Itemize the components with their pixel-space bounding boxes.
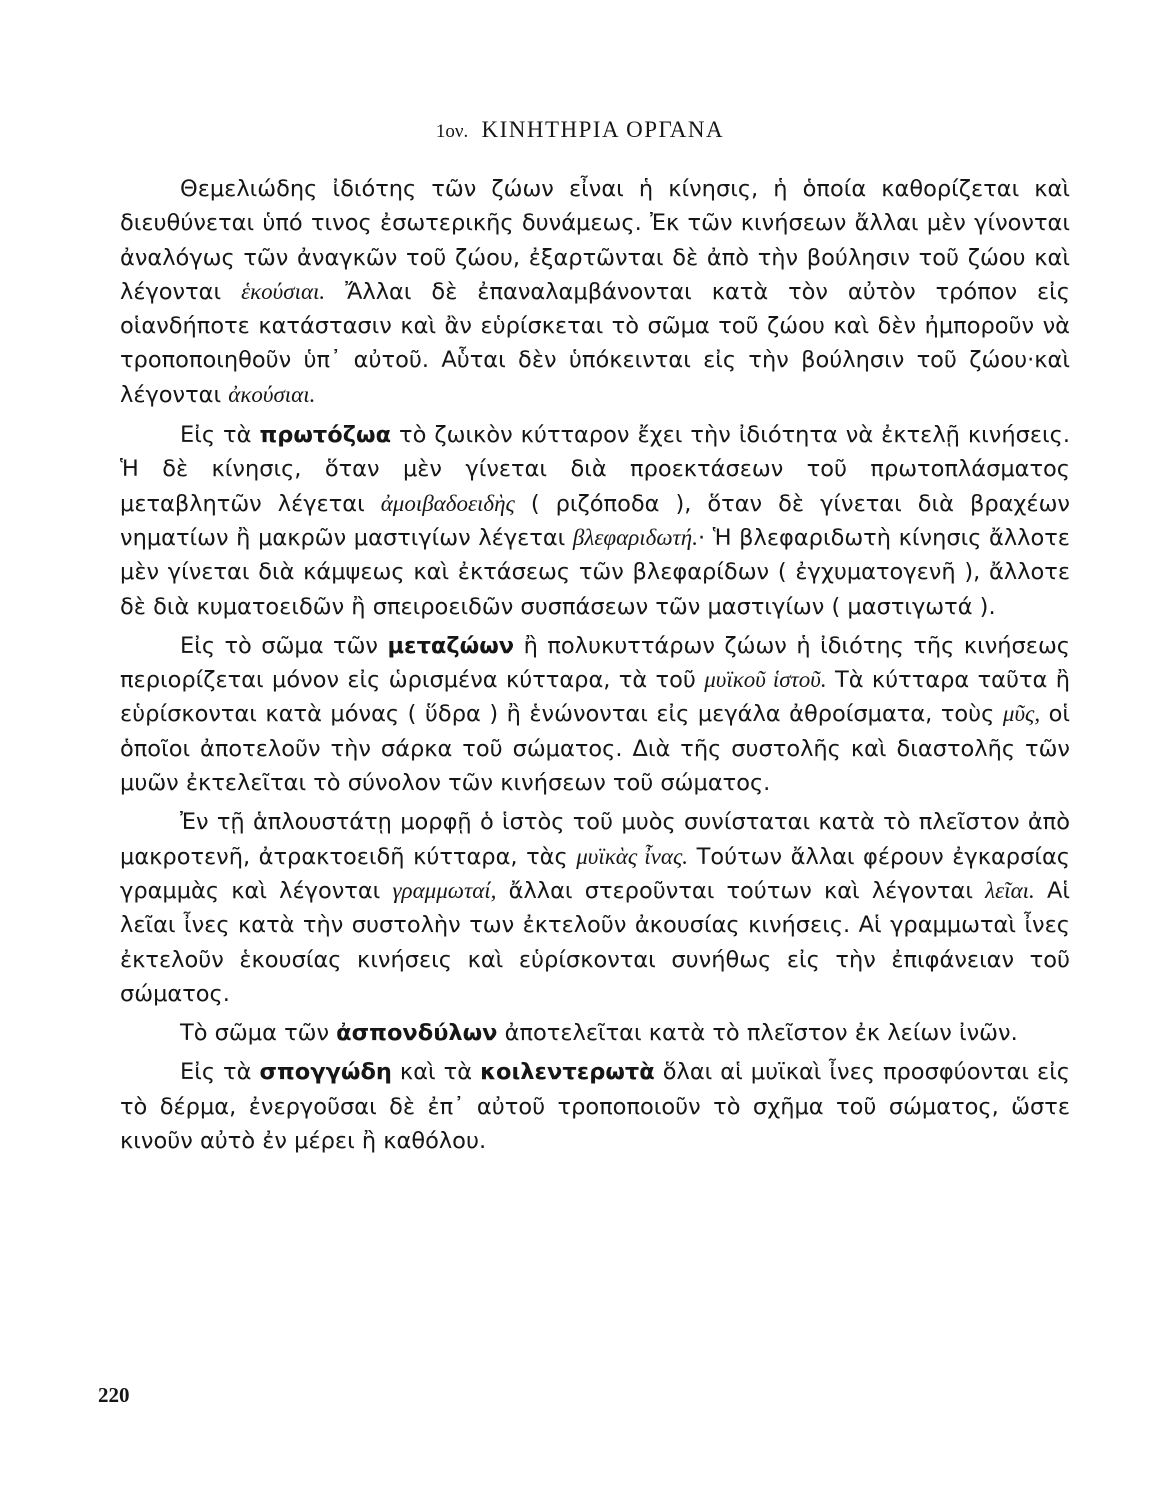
- term-ciliary: βλεφαριδωτή.: [572, 524, 698, 550]
- term-muscle-tissue: μυϊκοῦ ἱστοῦ.: [704, 667, 827, 693]
- term-invertebrates: ἀσπονδύλων: [336, 1020, 498, 1047]
- body-text: [120, 172, 1070, 1158]
- term-protozoa: πρωτόζωα: [259, 422, 392, 449]
- paragraph-sponges: Εἰς τὰ σπογγώδη καὶ τὰ κοιλεντερωτὰ ὅλαι αἱ μυϊκαὶ ἶνες προσφύονται εἰς τὸ δέρμα, ἐνεργοῦσαι δὲ ἐπ᾽ αὐτοῦ τροποποιοῦν τὸ σχῆμα τοῦ σώματος, ὥστε κινοῦν αὐτὸ ἐν μέρει ἢ καθόλου.: [120, 1059, 1071, 1155]
- paragraph-muscle-fibers: Ἐν τῇ ἁπλουστάτῃ μορφῇ ὁ ἱστὸς τοῦ μυὸς συνίσταται κατὰ τὸ πλεῖστον ἀπὸ μακροτενῆ, ἀτρακτοειδῆ κύτταρα, τὰς μυϊκὰς ἶνας. Τούτων ἄλλαι φέρουν ἐγκαρσίας γραμμὰς καὶ λέγονται γραμμωταί, ἄλλαι στεροῦνται τούτων καὶ λέγονται λεῖαι. Αἱ λεῖαι ἶνες κατὰ τὴν συστολὴν των ἐκτελοῦν ἀκουσίας κινήσεις. Αἱ γραμμωταὶ ἶνες ἐκτελοῦν ἑκουσίας κινήσεις καὶ εὑρίσκονται συνήθως εἰς τὴν ἐπιφάνειαν τοῦ σώματος.: [120, 809, 1070, 1007]
- term-muscle-fibers: μυϊκὰς ἶνας.: [576, 843, 689, 869]
- term-smooth: λεῖαι.: [985, 877, 1035, 903]
- term-involuntary: ἀκούσιαι.: [228, 381, 316, 407]
- page-number: 220: [98, 1383, 130, 1407]
- chapter-heading: [0, 117, 1160, 143]
- paragraph-motion: Θεμελιώδης ἰδιότης τῶν ζώων εἶναι ἡ κίνησις, ἡ ὁποία καθορίζεται καὶ διευθύνεται ὑπό τινος ἐσωτερικῆς δυνάμεως. Ἐκ τῶν κινήσεων ἄλλαι μὲν γίνονται ἀναλόγως τῶν ἀναγκῶν τοῦ ζώου, ἐξαρτῶνται δὲ ἀπὸ τὴν βούλησιν τοῦ ζώου καὶ λέγονται ἑκούσιαι. Ἄλλαι δὲ ἐπαναλαμβάνονται κατὰ τὸν αὐτὸν τρόπον εἰς οἱανδήποτε κατάστασιν καὶ ἂν εὑρίσκεται τὸ σῶμα τοῦ ζώου καὶ δὲν ἠμποροῦν νὰ τροποποιηθοῦν ὑπ᾽ αὐτοῦ. Αὗται δὲν ὑπόκεινται εἰς τὴν βούλησιν τοῦ ζώου·καὶ λέγονται ἀκούσιαι.: [120, 176, 1070, 408]
- term-muscles: μῦς,: [1002, 701, 1041, 727]
- term-striated: γραμμωταί,: [392, 877, 497, 903]
- chapter-title: ΚΙΝΗΤΗΡΙΑ ΟΡΓΑΝΑ: [481, 117, 725, 142]
- paragraph-invertebrates: Τὸ σῶμα τῶν ἀσπονδύλων ἀποτελεῖται κατὰ τὸ πλεῖστον ἐκ λείων ἰνῶν.: [180, 1020, 1018, 1047]
- term-voluntary: ἑκούσιαι.: [241, 278, 326, 304]
- term-metazoa: μεταζώων: [387, 632, 515, 659]
- paragraph-metazoa: Εἰς τὸ σῶμα τῶν μεταζώων ἢ πολυκυττάρων ζώων ἡ ἰδιότης τῆς κινήσεως περιορίζεται μόνον εἰς ὡρισμένα κύτταρα, τὰ τοῦ μυϊκοῦ ἱστοῦ. Τὰ κύτταρα ταῦτα ἢ εὑρίσκονται κατὰ μόνας ( ὕδρα ) ἢ ἑνώνονται εἰς μεγάλα ἀθροίσματα, τοὺς μῦς, οἱ ὁποῖοι ἀποτελοῦν τὴν σάρκα τοῦ σώματος. Διὰ τῆς συστολῆς καὶ διαστολῆς τῶν μυῶν ἐκτελεῖται τὸ σύνολον τῶν κινήσεων τοῦ σώματος.: [120, 632, 1070, 797]
- paragraph-protozoa: Εἰς τὰ πρωτόζωα τὸ ζωικὸν κύτταρον ἔχει τὴν ἰδιότητα νὰ ἐκτελῇ κινήσεις. Ἡ δὲ κίνησις, ὅταν μὲν γίνεται διὰ προεκτάσεων τοῦ πρωτοπλάσματος μεταβλητῶν λέγεται ἀμοιβαδοειδὴς ( ριζόποδα ), ὅταν δὲ γίνεται διὰ βραχέων νηματίων ἢ μακρῶν μαστιγίων λέγεται βλεφαριδωτή.· Ἡ βλεφαριδωτὴ κίνησις ἄλλοτε μὲν γίνεται διὰ κάμψεως καὶ ἐκτάσεως τῶν βλεφαρίδων ( ἐγχυματογενῆ ), ἄλλοτε δὲ διὰ κυματοειδῶν ἢ σπειροειδῶν συσπάσεων τῶν μαστιγίων ( μαστιγωτά ).: [120, 422, 1070, 620]
- term-amoeboid: ἀμοιβαδοειδὴς: [380, 490, 515, 516]
- term-sponges: σπογγώδη: [259, 1059, 392, 1086]
- term-coelenterates: κοιλεντερωτὰ: [480, 1059, 655, 1086]
- chapter-number: 1ον.: [435, 121, 469, 142]
